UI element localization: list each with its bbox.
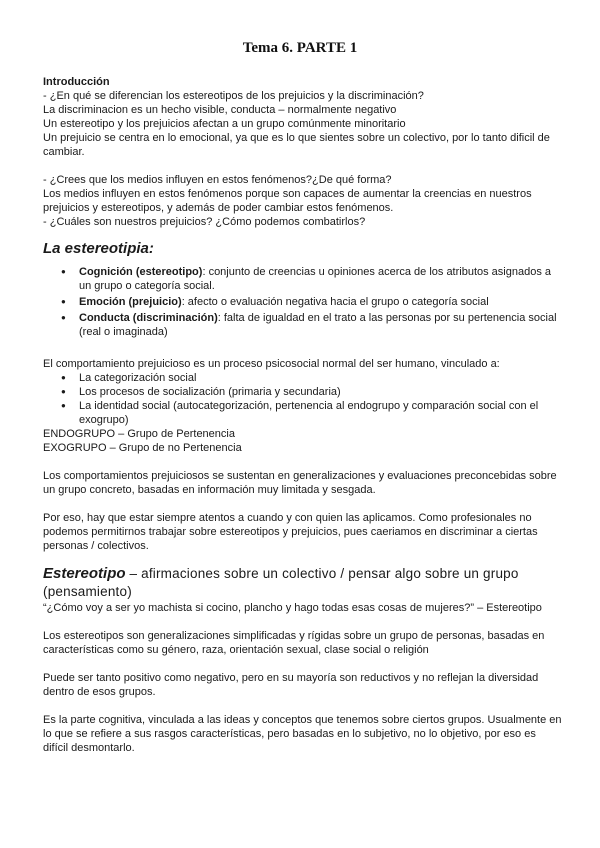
intro-line-2: La discriminacion es un hecho visible, conducta – normalmente negativo bbox=[43, 104, 397, 116]
intro-heading: Introducción bbox=[43, 76, 110, 88]
list-item: ● La identidad social (autocategorización, pertenencia al endogrupo y comparación social con el exogrupo) bbox=[43, 399, 563, 427]
estereotipia-list bbox=[43, 265, 563, 339]
endogrupo-definition: ENDOGRUPO – Grupo de Pertenencia bbox=[43, 428, 235, 440]
paragraph: Los comportamientos prejuiciosos se sustentan en generalizaciones y evaluaciones preconcebidas sobre un grupo concreto, basadas en información muy limitada y sesgada. bbox=[43, 470, 557, 496]
estereotipo-quote: “¿Cómo voy a ser yo machista si cocino, plancho y hago todas esas cosas de mujeres?” – Estereotipo bbox=[43, 602, 542, 614]
paragraph: Los estereotipos son generalizaciones simplificadas y rígidas sobre un grupo de personas, basadas en características como su género, raza, orientación sexual, clase social o religión bbox=[43, 630, 545, 656]
page-title: Tema 6. PARTE 1 bbox=[242, 40, 358, 56]
list-item: ● Los procesos de socialización (primaria y secundaria) bbox=[43, 385, 563, 399]
list-item bbox=[43, 295, 563, 309]
estereotipo-definition: – afirmaciones sobre un colectivo / pensar algo sobre un grupo (pensamiento) bbox=[43, 566, 519, 599]
comportamiento-list bbox=[43, 371, 563, 427]
list-item-term: Conducta (discriminación) bbox=[79, 312, 218, 324]
paragraph: Por eso, hay que estar siempre atentos a cuando y con quien las aplicamos. Como profesionales no podemos permitirnos trabajar sobre estereotipos y prejuicios, pues caeriamos en discriminar a ciertas personas / colectivos. bbox=[43, 512, 538, 552]
estereotipo-heading bbox=[43, 565, 563, 601]
intro-question-3: - ¿Cuáles son nuestros prejuicios? ¿Cómo podemos combatirlos? bbox=[43, 216, 366, 228]
estereotipo-lead: Estereotipo bbox=[43, 565, 126, 582]
list-item: ● La categorización social bbox=[43, 371, 563, 385]
paragraph: Puede ser tanto positivo como negativo, pero en su mayoría son reductivos y no reflejan la diversidad dentro de esos grupos. bbox=[43, 672, 539, 698]
intro-line-4: Un prejuicio se centra en lo emocional, ya que es lo que sientes sobre un colectivo, por lo tanto dificil de cambiar. bbox=[43, 132, 550, 158]
intro-question-1: - ¿En qué se diferencian los estereotipos de los prejuicios y la discriminación? bbox=[43, 90, 424, 102]
comportamiento-intro: El comportamiento prejuicioso es un proceso psicosocial normal del ser humano, vinculado a: bbox=[43, 358, 500, 370]
list-item-term: Cognición (estereotipo) bbox=[79, 266, 203, 278]
list-item-text: : conjunto de creencias u opiniones acerca de los atributos asignados a un grupo o categoría social. bbox=[79, 266, 552, 292]
list-item-text: : afecto o evaluación negativa hacia el grupo o categoría social bbox=[181, 296, 489, 308]
document-body bbox=[43, 75, 563, 755]
section-heading-estereotipia: La estereotipia: bbox=[43, 240, 154, 257]
list-item-term: Emoción (prejuicio) bbox=[79, 296, 182, 308]
list-item-text: : falta de igualdad en el trato a las personas por su pertenencia social (real o imaginada) bbox=[79, 312, 557, 338]
list-item bbox=[43, 265, 563, 293]
intro-answer-2: Los medios influyen en estos fenómenos porque son capaces de aumentar la creencias en nuestros prejuicios y estereotipos, y además de poder cambiar estos fenómenos. bbox=[43, 188, 532, 214]
intro-question-2: - ¿Crees que los medios influyen en estos fenómenos?¿De qué forma? bbox=[43, 174, 392, 186]
paragraph: Es la parte cognitiva, vinculada a las ideas y conceptos que tenemos sobre ciertos grupos. Usualmente en lo que se refiere a sus rasgos características, pero basadas en lo subjetivo, no lo objetivo, por eso es difícil desmontarlo. bbox=[43, 714, 562, 754]
exogrupo-definition: EXOGRUPO – Grupo de no Pertenencia bbox=[43, 442, 242, 454]
intro-line-3: Un estereotipo y los prejuicios afectan a un grupo comúnmente minoritario bbox=[43, 118, 406, 130]
list-item bbox=[43, 311, 563, 339]
